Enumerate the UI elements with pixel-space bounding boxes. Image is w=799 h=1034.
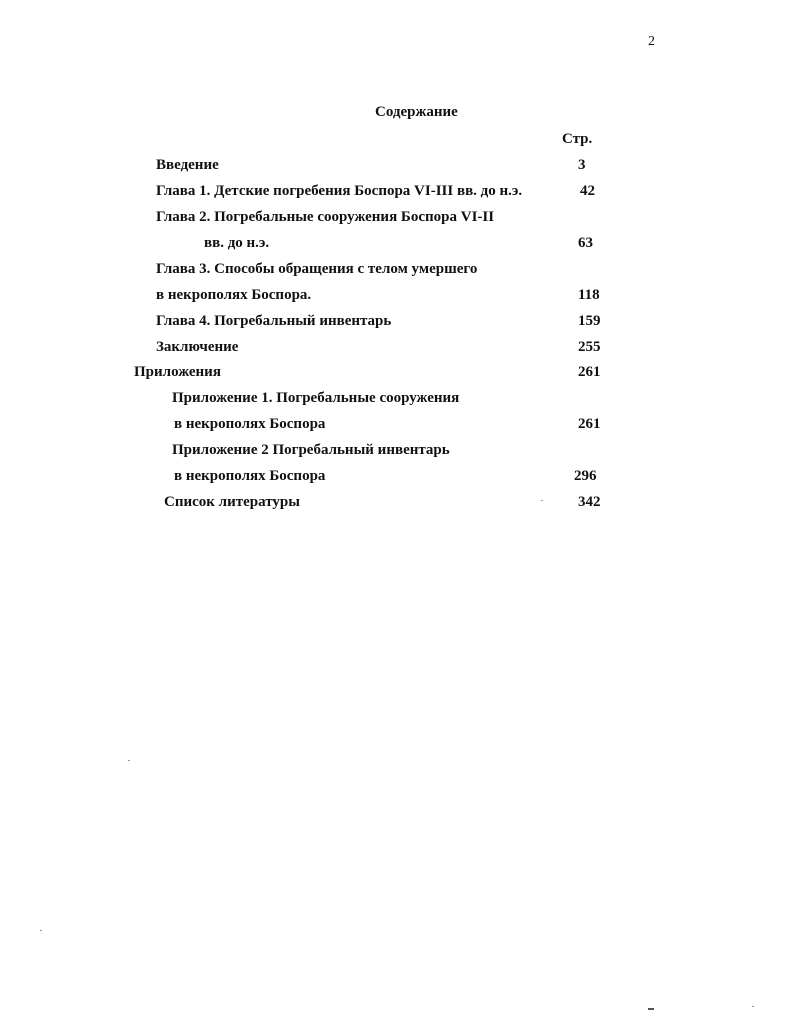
toc-entry-appendices: Приложения xyxy=(134,364,221,380)
toc-page-appendices: 261 xyxy=(578,364,601,380)
toc-entry-chapter-2-line2: вв. до н.э. xyxy=(204,235,270,251)
toc-entry-conclusion: Заключение xyxy=(156,339,239,355)
toc-entry-appendix-1-line1: Приложение 1. Погребальные сооружения xyxy=(172,390,460,406)
toc-page-intro: 3 xyxy=(578,157,586,173)
scan-speck xyxy=(648,1008,654,1010)
toc-page-conclusion: 255 xyxy=(578,339,601,355)
scan-speck xyxy=(128,760,130,761)
scan-speck xyxy=(541,500,543,501)
toc-entry-chapter-3-line2: в некрополях Боспора. xyxy=(156,287,312,303)
toc-page-references: 342 xyxy=(578,494,601,510)
toc-page-chapter-4: 159 xyxy=(578,313,601,329)
toc-page-appendix-1: 261 xyxy=(578,416,601,432)
toc-entry-chapter-4: Глава 4. Погребальный инвентарь xyxy=(156,313,392,329)
toc-page-chapter-3: 118 xyxy=(578,287,600,303)
toc-entry-appendix-2-line2: в некрополях Боспора xyxy=(174,468,326,484)
page-number: 2 xyxy=(648,34,655,49)
toc-entry-chapter-2-line1: Глава 2. Погребальные сооружения Боспора VI-II xyxy=(156,209,495,225)
toc-entry-chapter-1: Глава 1. Детские погребения Боспора VI-III вв. до н.э. xyxy=(156,183,523,199)
toc-entry-references: Список литературы xyxy=(164,494,300,510)
page-column-header: Стр. xyxy=(562,131,593,147)
toc-title: Содержание xyxy=(375,104,458,120)
toc-page-chapter-2: 63 xyxy=(578,235,593,251)
toc-page-appendix-2: 296 xyxy=(574,468,597,484)
toc-entry-appendix-1-line2: в некрополях Боспора xyxy=(174,416,326,432)
scan-speck xyxy=(40,930,42,931)
toc-entry-chapter-3-line1: Глава 3. Способы обращения с телом умершего xyxy=(156,261,478,277)
toc-entry-appendix-2-line1: Приложение 2 Погребальный инвентарь xyxy=(172,442,450,458)
scan-speck xyxy=(752,1006,754,1007)
toc-entry-intro: Введение xyxy=(156,157,219,173)
toc-page-chapter-1: 42 xyxy=(580,183,595,199)
